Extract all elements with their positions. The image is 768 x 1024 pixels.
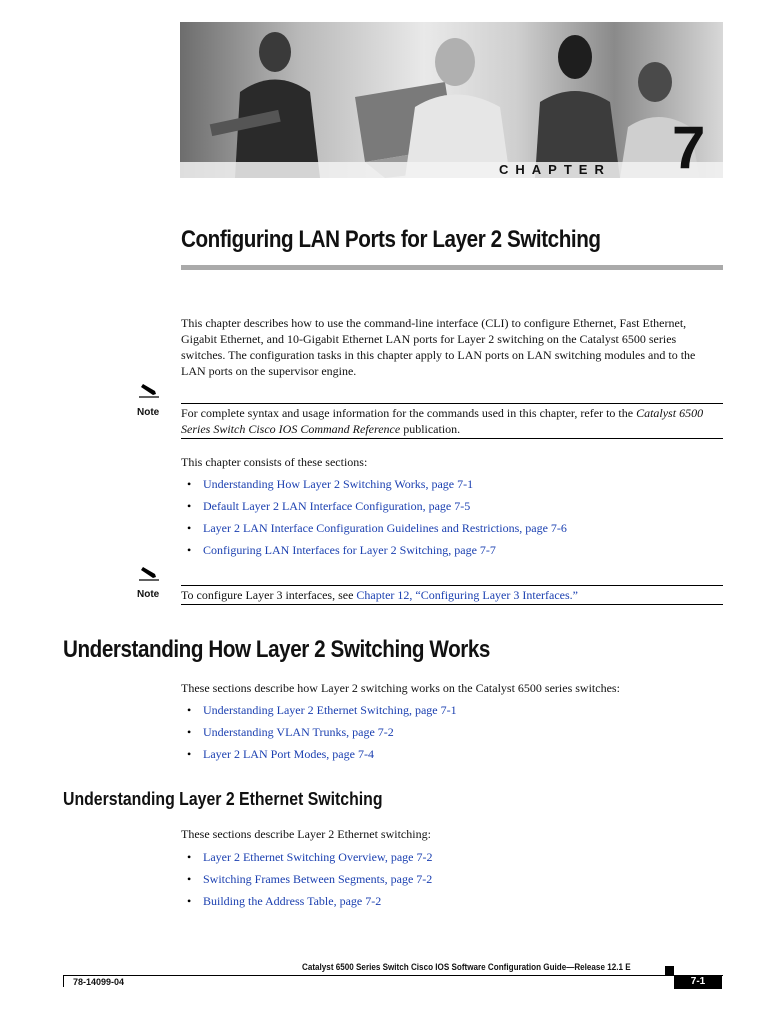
list-item bbox=[187, 849, 432, 871]
intro-paragraph: This chapter describes how to use the command-line interface (CLI) to configure Ethernet, Fast Ethernet, Gigabit Ethernet, and 10-Gigabit Ethernet LAN ports for Layer 2 switching on the Catalyst 6500 series switches. The configuration tasks in this chapter apply to LAN ports on LAN switching modules and to the LAN ports on the supervisor engine. bbox=[181, 316, 696, 378]
section-heading: Understanding How Layer 2 Switching Works bbox=[63, 636, 490, 663]
note-text-main: To configure Layer 3 interfaces, see bbox=[181, 588, 357, 602]
section-link[interactable]: Layer 2 LAN Interface Configuration Guidelines and Restrictions, page 7-6 bbox=[203, 521, 567, 535]
list-item bbox=[187, 746, 457, 768]
pencil-note-icon bbox=[139, 567, 159, 581]
page-title: Configuring LAN Ports for Layer 2 Switching bbox=[181, 226, 601, 253]
note-text bbox=[181, 587, 723, 603]
note-bottom-rule bbox=[181, 604, 723, 605]
bullet-icon: • bbox=[187, 872, 192, 886]
banner-people-illustration bbox=[180, 22, 723, 181]
subsection-intro: These sections describe Layer 2 Ethernet switching: bbox=[181, 827, 431, 841]
list-item bbox=[187, 702, 457, 724]
section2-links bbox=[187, 849, 432, 915]
note-label: Note bbox=[137, 407, 160, 418]
section-link[interactable]: Understanding Layer 2 Ethernet Switching, page 7-1 bbox=[203, 703, 457, 717]
footer-marker bbox=[665, 966, 674, 975]
note-text-main: For complete syntax and usage information for the commands used in this chapter, refer to the bbox=[181, 406, 634, 420]
list-item bbox=[187, 724, 457, 746]
section1-links bbox=[187, 702, 457, 768]
subsection-heading: Understanding Layer 2 Ethernet Switching bbox=[63, 789, 383, 809]
footer-doc-number: 78-14099-04 bbox=[73, 977, 125, 987]
bullet-icon: • bbox=[187, 477, 192, 491]
bullet-icon: • bbox=[187, 850, 192, 864]
title-rule bbox=[181, 265, 723, 270]
section-link[interactable]: Building the Address Table, page 7-2 bbox=[203, 894, 382, 908]
pencil-note-icon bbox=[139, 384, 159, 398]
section-link[interactable]: Layer 2 LAN Port Modes, page 7-4 bbox=[203, 747, 374, 761]
list-item bbox=[187, 893, 432, 915]
list-item bbox=[187, 871, 432, 893]
sections-intro: This chapter consists of these sections: bbox=[181, 455, 368, 469]
bullet-icon: • bbox=[187, 521, 192, 535]
note-text bbox=[181, 405, 723, 437]
bullet-icon: • bbox=[187, 499, 192, 513]
list-item bbox=[187, 498, 567, 520]
footer-book-title: Catalyst 6500 Series Switch Cisco IOS Software Configuration Guide—Release 12.1 E bbox=[302, 962, 631, 972]
list-item bbox=[187, 476, 567, 498]
bullet-icon: • bbox=[187, 747, 192, 761]
section-link[interactable]: Understanding VLAN Trunks, page 7-2 bbox=[203, 725, 394, 739]
note-text-end: publication. bbox=[400, 422, 461, 436]
chapter-label: CHAPTER bbox=[499, 162, 611, 177]
bullet-icon: • bbox=[187, 725, 192, 739]
section-link[interactable]: Default Layer 2 LAN Interface Configuration, page 7-5 bbox=[203, 499, 471, 513]
bullet-icon: • bbox=[187, 543, 192, 557]
note-bottom-rule bbox=[181, 438, 723, 439]
note-label: Note bbox=[137, 589, 160, 600]
section-link[interactable]: Understanding How Layer 2 Switching Works, page 7-1 bbox=[203, 477, 474, 491]
chapter-banner-photo bbox=[180, 22, 723, 181]
note-top-rule bbox=[181, 585, 723, 586]
list-item bbox=[187, 542, 567, 564]
section-link[interactable]: Switching Frames Between Segments, page 7-2 bbox=[203, 872, 433, 886]
note-top-rule bbox=[181, 403, 723, 404]
footer-tick bbox=[63, 975, 64, 987]
list-item bbox=[187, 520, 567, 542]
bullet-icon: • bbox=[187, 894, 192, 908]
chapter-12-link[interactable]: Chapter 12, “Configuring Layer 3 Interfaces.” bbox=[356, 588, 578, 602]
bullet-icon: • bbox=[187, 703, 192, 717]
chapter-sections-list bbox=[187, 476, 567, 564]
note-reference-title: Catalyst 6500 Series Switch Cisco IOS Command Reference bbox=[181, 406, 704, 436]
page-number: 7-1 bbox=[674, 975, 722, 989]
section-link[interactable]: Layer 2 Ethernet Switching Overview, page 7-2 bbox=[203, 850, 433, 864]
section-link[interactable]: Configuring LAN Interfaces for Layer 2 Switching, page 7-7 bbox=[203, 543, 496, 557]
chapter-number: 7 bbox=[672, 114, 706, 181]
section-intro: These sections describe how Layer 2 switching works on the Catalyst 6500 series switches: bbox=[181, 681, 620, 695]
footer-rule bbox=[63, 975, 723, 976]
